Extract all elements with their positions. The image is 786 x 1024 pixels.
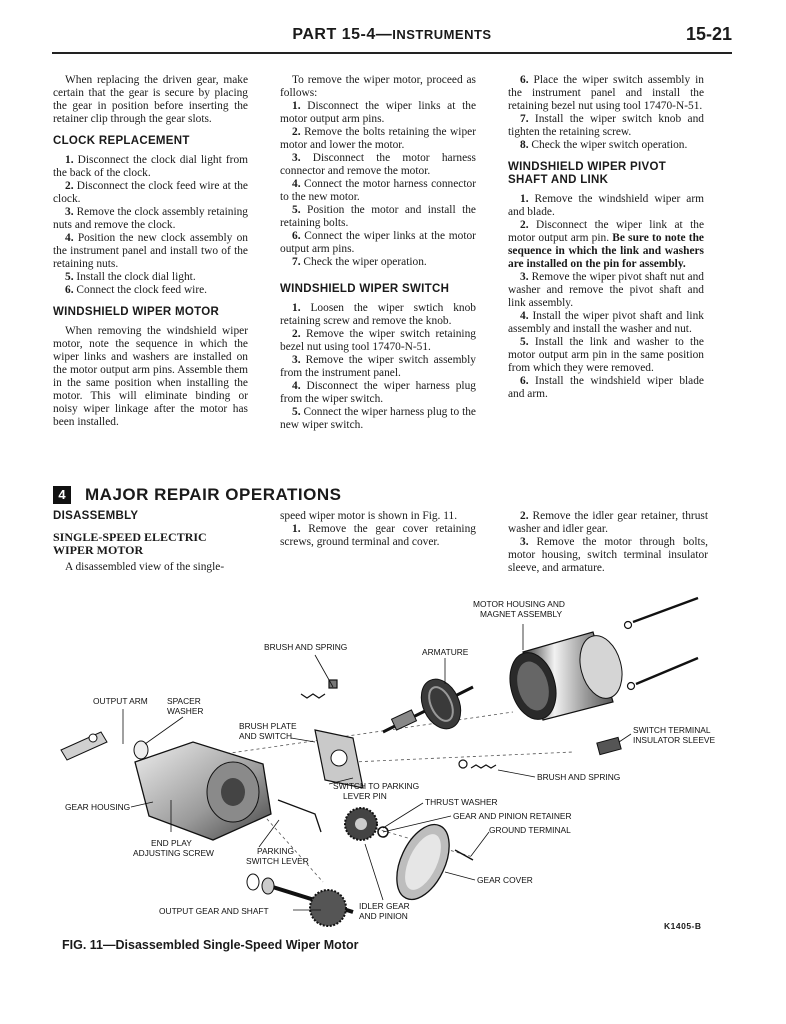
label-spacer: SPACER (167, 696, 201, 706)
wiper-switch-heading: WINDSHIELD WIPER SWITCH (280, 283, 450, 295)
disassembly-heading: DISASSEMBLY (53, 510, 139, 522)
motor-housing-part (503, 631, 629, 725)
single-speed-subheading: SINGLE-SPEED ELECTRIC WIPER MOTOR (53, 530, 207, 557)
label-gear-pinion-retainer: GEAR AND PINION RETAINER (453, 811, 572, 821)
clock-heading: CLOCK REPLACEMENT (53, 135, 190, 147)
label-brush-spring-top: BRUSH AND SPRING (264, 642, 348, 652)
switch-steps-continued (508, 74, 704, 152)
column-2 (280, 74, 476, 432)
motor-step: 4. Connect the motor harness connector to the new motor. (280, 178, 476, 203)
label-lever-pin: LEVER PIN (343, 791, 387, 801)
running-title (52, 26, 732, 44)
remove-motor-intro: To remove the wiper motor, proceed as follows: (280, 74, 476, 99)
label-adjusting-screw: ADJUSTING SCREW (133, 848, 214, 858)
through-bolts (633, 598, 698, 684)
pivot-step: 6. Install the windshield wiper blade and arm. (508, 375, 704, 400)
pivot-shaft-heading: WINDSHIELD WIPER PIVOT SHAFT AND LINK (508, 161, 667, 186)
pivot-step: 3. Remove the wiper pivot shaft nut and washer and remove the pivot shaft and link assembly. (508, 271, 704, 309)
switch-step: 6. Place the wiper switch assembly in the instrument panel and install the retaining bezel nut using tool 17470-N-51. (508, 74, 704, 112)
exploded-view-drawing (53, 592, 733, 932)
switch-step: 3. Remove the wiper switch assembly from the instrument panel. (280, 354, 476, 379)
disassembly-step: 1. Remove the gear cover retaining screws, ground terminal and cover. (280, 523, 476, 548)
clock-step: 1. Disconnect the clock dial light from the back of the clock. (53, 154, 248, 179)
label-spacer-washer: WASHER (167, 706, 204, 716)
disassembly-step: 2. Remove the idler gear retainer, thrust washer and idler gear. (508, 510, 708, 535)
pivot-step: 2. Disconnect the wiper link at the motor output arm pin. Be sure to note the sequence in which the link and washers are installed on the pin for assembly. (508, 219, 704, 270)
label-motor-housing: MOTOR HOUSING AND (473, 599, 565, 609)
label-brush-spring-right: BRUSH AND SPRING (537, 772, 621, 782)
motor-step: 2. Remove the bolts retaining the wiper motor and lower the motor. (280, 126, 476, 151)
label-output-gear-shaft: OUTPUT GEAR AND SHAFT (159, 906, 269, 916)
motor-steps (280, 100, 476, 269)
pivot-caution-note: Be sure to note the sequence in which the link and washers are installed on the pin for assembly. (508, 232, 704, 270)
gear-housing-part (135, 742, 271, 840)
motor-step: 1. Disconnect the wiper links at the motor output arm pins. (280, 100, 476, 125)
column-6 (508, 510, 708, 575)
figure-caption: FIG. 11—Disassembled Single-Speed Wiper Motor (62, 938, 359, 952)
switch-step: 4. Disconnect the wiper harness plug from the wiper switch. (280, 380, 476, 405)
label-switch-terminal: SWITCH TERMINAL (633, 725, 711, 735)
page-header (52, 22, 732, 54)
label-switch-lever: SWITCH LEVER (246, 856, 309, 866)
pivot-step: 4. Install the wiper pivot shaft and link assembly and install the washer and nut. (508, 310, 704, 335)
figure-code: K1405-B (664, 921, 702, 931)
brush-plate-part (315, 730, 363, 788)
driven-gear-paragraph: When replacing the driven gear, make certain that the gear is secure by placing the gear in position before inserting the retainer clip through the gear slots. (53, 74, 248, 125)
label-and-switch: AND SWITCH (239, 731, 293, 741)
label-thrust-washer: THRUST WASHER (425, 797, 498, 807)
idler-gear-part (345, 808, 377, 840)
section-heading (53, 484, 733, 508)
clock-step: 6. Connect the clock feed wire. (65, 284, 208, 296)
switch-step: 1. Loosen the wiper swtich knob retaining screw and remove the knob. (280, 302, 477, 327)
clock-step: 5. Install the clock dial light. (65, 271, 196, 283)
output-arm-part (61, 732, 148, 760)
column-1 (53, 74, 248, 429)
title-dash: — (375, 26, 393, 43)
motor-step: 6. Connect the wiper links at the motor output arm pins. (280, 230, 476, 255)
column-5 (280, 510, 476, 549)
parking-lever-part (278, 800, 321, 832)
subject-label: INSTRUMENTS (392, 27, 492, 42)
switch-terminal-part (597, 737, 621, 754)
pivot-step: 1. Remove the windshield wiper arm and blade. (508, 193, 704, 218)
label-brush-plate: BRUSH PLATE (239, 721, 297, 731)
clock-steps (53, 154, 248, 297)
disassembly-intro: A disassembled view of the single- (65, 561, 225, 573)
armature-part (383, 673, 473, 735)
motor-step: 3. Disconnect the motor harness connector and remove the motor. (280, 152, 476, 177)
part-label: PART 15-4 (292, 26, 376, 43)
label-switch-to-parking: SWITCH TO PARKING (333, 781, 420, 791)
disassembly-step: 3. Remove the motor through bolts, motor housing, switch terminal insulator sleeve, and armature. (508, 536, 708, 574)
label-gear-cover: GEAR COVER (477, 875, 533, 885)
label-magnet-assembly: MAGNET ASSEMBLY (480, 609, 563, 619)
clock-step: 4. Position the new clock assembly on the instrument panel and install two of the retaining nuts. (53, 232, 248, 270)
section-number-badge: 4 (53, 486, 71, 504)
label-end-play: END PLAY (151, 838, 192, 848)
wiper-motor-heading: WINDSHIELD WIPER MOTOR (53, 306, 220, 318)
wiper-motor-paragraph: When removing the windshield wiper motor, note the sequence in which the wiper links and washers are installed on the motor output arm pins. Assemble them in the same position when installing the motor. This will eliminate binding or noisy wiper linkage after the motor has been installed. (53, 325, 248, 428)
switch-step: 8. Check the wiper switch operation. (520, 139, 688, 151)
motor-step: 5. Position the motor and install the retaining bolts. (280, 204, 476, 229)
pivot-step: 5. Install the link and washer to the motor output arm pin in the same position from which they were removed. (508, 336, 704, 374)
switch-step: 2. Remove the wiper switch retaining bezel nut using tool 17470-N-51. (280, 328, 476, 353)
brush-spring-top-part (301, 680, 337, 698)
label-idler-gear: IDLER GEAR (359, 901, 410, 911)
label-ground-terminal: GROUND TERMINAL (489, 825, 571, 835)
label-armature: ARMATURE (422, 647, 469, 657)
motor-step: 7. Check the wiper operation. (292, 256, 427, 268)
clock-step: 2. Disconnect the clock feed wire at the clock. (53, 180, 248, 205)
switch-step: 5. Connect the wiper harness plug to the new wiper switch. (280, 406, 476, 431)
switch-step: 7. Install the wiper switch knob and tighten the retaining screw. (508, 113, 704, 138)
label-gear-housing: GEAR HOUSING (65, 802, 131, 812)
gear-cover-part (386, 816, 460, 907)
label-and-pinion: AND PINION (359, 911, 408, 921)
label-parking: PARKING (257, 846, 295, 856)
column-4 (53, 510, 248, 574)
section-title: MAJOR REPAIR OPERATIONS (85, 485, 342, 504)
brush-spring-right-part (459, 760, 496, 768)
output-gear-part (247, 874, 353, 926)
disassembly-intro-continued: speed wiper motor is shown in Fig. 11. (280, 510, 458, 522)
column-3 (508, 74, 704, 401)
clock-step: 3. Remove the clock assembly retaining nuts and remove the clock. (53, 206, 248, 231)
label-output-arm: OUTPUT ARM (93, 696, 148, 706)
figure-wiper-motor (53, 592, 733, 932)
switch-steps (280, 302, 476, 432)
label-insulator-sleeve: INSULATOR SLEEVE (633, 735, 716, 745)
page-number: 15-21 (685, 24, 732, 44)
